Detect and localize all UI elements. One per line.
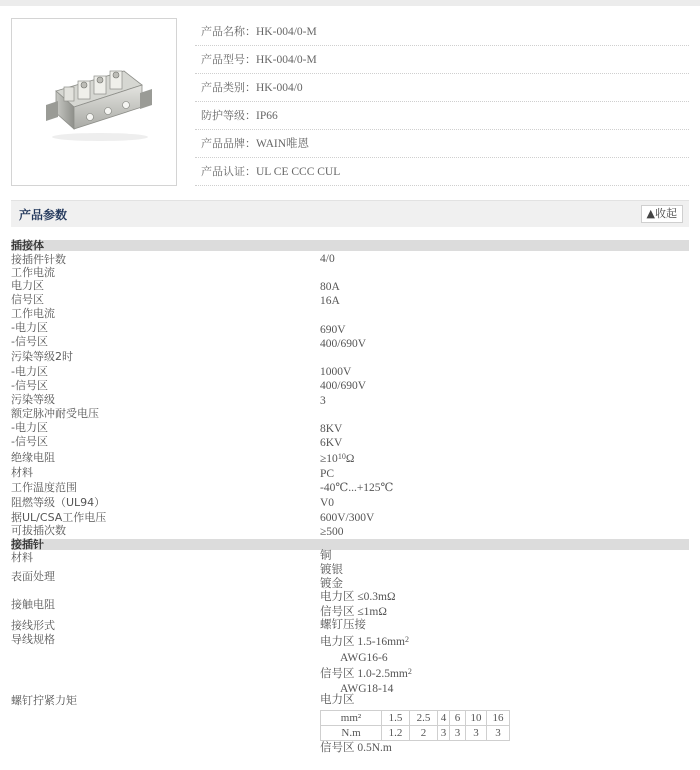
info-name [195,18,689,46]
wire-power-text: 电力区 1.5-16mm [320,636,405,648]
cycles-value: ≥500 [320,526,344,538]
awg-power: AWG16-6 [340,652,388,664]
torque-row-size [321,711,510,726]
insulation-label: 绝缘电阻 [11,451,55,464]
voltage-signal-label: -信号区 [11,335,48,348]
name-label: 产品名称： [201,25,256,38]
cert-value: UL CE CCC CUL [256,166,341,178]
voltage-signal-value: 400/690V [320,338,366,350]
contact-material-value: 铜 [320,550,332,562]
temp-value: -40℃...+125℃ [320,482,394,494]
collapse-button[interactable]: ▲收起 [641,205,683,223]
contact-material-label: 材料 [11,551,33,564]
info-protection [195,102,689,130]
voltage-power-value: 690V [320,324,346,336]
pin-count-value: 4/0 [320,253,335,265]
material-value: PC [320,468,335,480]
torque-cell: 10 [466,711,487,726]
contact-res-label: 接触电阻 [11,598,55,611]
insulation-unit: Ω [345,453,355,465]
model-value: HK-004/0-M [256,54,317,66]
wiring-value: 螺钉压接 [320,619,366,631]
info-brand [195,130,689,158]
product-image [11,18,177,186]
current-signal-value: 16A [320,295,340,307]
ul-value: 600V/300V [320,512,375,524]
category-value: HK-004/0 [256,82,303,94]
contact-res-signal: 信号区 ≤1mΩ [320,606,387,618]
insulation-value [320,453,354,466]
wire-power-sup: 2 [404,635,409,644]
insulation-base: ≥10 [320,453,338,465]
impulse-signal-value: 6KV [320,437,343,449]
current-signal-label: 信号区 [11,293,44,306]
pollution2-label: 污染等级2时 [11,350,73,363]
flame-label: 阻燃等级（UL94） [11,496,106,509]
pollution-value: 3 [320,395,326,407]
wire-signal-text: 信号区 1.0-2.5mm [320,668,408,680]
section-contact-title: 接插针 [11,538,44,551]
wire-spec-label: 导线规格 [11,633,55,646]
info-model [195,46,689,74]
p2-power-label: -电力区 [11,365,48,378]
params-title: 产品参数 [19,208,68,222]
category-label: 产品类别： [201,81,256,94]
torque-cell: 16 [487,711,510,726]
section-contact [11,539,689,550]
impulse-power-value: 8KV [320,423,343,435]
pollution-label: 污染等级 [11,393,55,406]
torque-cell: 3 [487,726,510,741]
surface-label: 表面处理 [11,570,55,583]
torque-cell: N.m [321,726,382,741]
params-header [11,200,689,227]
impulse-power-label: -电力区 [11,421,48,434]
info-cert [195,158,689,186]
wire-signal-sup: 2 [407,667,412,676]
p2-signal-value: 400/690V [320,380,366,392]
protection-label: 防护等级： [201,109,256,122]
contact-res-power: 电力区 ≤0.3mΩ [320,591,396,603]
impulse-label: 额定脉冲耐受电压 [11,407,99,420]
pin-count-label: 接插件针数 [11,253,66,266]
wiring-label: 接线形式 [11,619,55,632]
product-info [195,18,689,186]
current-label: 工作电流 [11,266,55,279]
surface-value-1: 镀银 [320,564,343,576]
torque-cell: 3 [450,726,466,741]
wire-signal [320,668,412,681]
info-category [195,74,689,102]
torque-cell: 1.2 [382,726,410,741]
insulation-exponent: 10 [337,452,346,461]
torque-table [320,710,510,741]
current-power-value: 80A [320,281,340,293]
voltage-power-label: -电力区 [11,321,48,334]
top-band [0,0,700,6]
torque-cell: mm² [321,711,382,726]
flame-value: V0 [320,497,335,509]
torque-cell: 2.5 [410,711,438,726]
cert-label: 产品认证： [201,165,256,178]
cycles-label: 可拔插次数 [11,524,66,537]
torque-signal: 信号区 0.5N.m [320,742,392,754]
connector-picture [12,19,176,185]
torque-zone: 电力区 [320,694,355,706]
ul-label: 据UL/CSA工作电压 [11,511,107,524]
section-insert-title: 插接体 [11,239,44,252]
p2-power-value: 1000V [320,366,352,378]
temp-label: 工作温度范围 [11,481,77,494]
model-label: 产品型号： [201,53,256,66]
torque-cell: 2 [410,726,438,741]
p2-signal-label: -信号区 [11,379,48,392]
torque-label: 螺钉拧紧力矩 [11,694,77,707]
torque-cell: 1.5 [382,711,410,726]
voltage-label: 工作电流 [11,307,55,320]
torque-cell: 3 [466,726,487,741]
torque-row-nm [321,726,510,741]
impulse-signal-label: -信号区 [11,435,48,448]
protection-value: IP66 [256,110,278,122]
brand-label: 产品品牌： [201,137,256,150]
material-label: 材料 [11,466,33,479]
brand-value: WAIN唯恩 [256,138,310,150]
section-insert [11,240,689,251]
name-value: HK-004/0-M [256,26,317,38]
torque-cell: 6 [450,711,466,726]
surface-value-2: 镀金 [320,578,343,590]
wire-power [320,636,409,649]
torque-cell: 3 [438,726,450,741]
torque-cell: 4 [438,711,450,726]
current-power-label: 电力区 [11,279,44,292]
awg-signal: AWG18-14 [340,683,394,695]
